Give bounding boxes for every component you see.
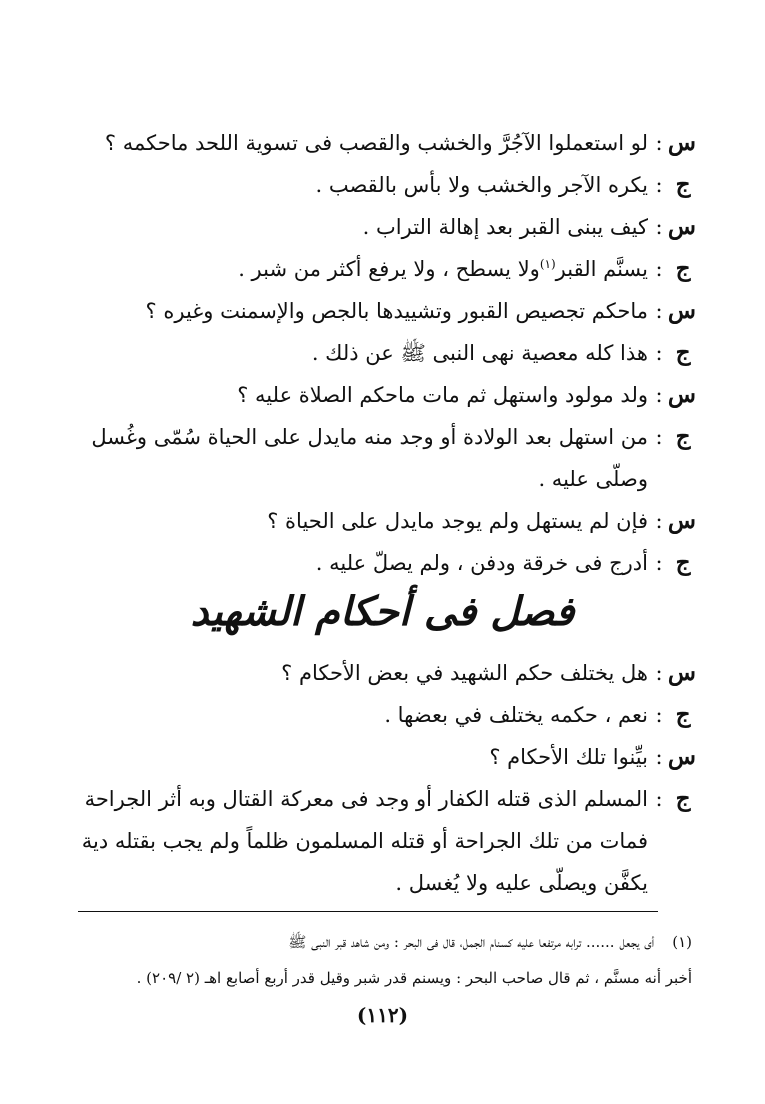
colon: : — [655, 257, 663, 281]
colon: : — [655, 425, 663, 449]
answer-marker: ج — [675, 785, 691, 812]
question-marker: س — [667, 507, 696, 534]
qa-row — [60, 500, 696, 542]
qa-row — [60, 206, 696, 248]
question-text: لو استعملوا الآجُرَّ والخشب والقصب فى تسوية اللحد ماحكمه ؟ — [104, 131, 648, 155]
colon: : — [655, 703, 663, 727]
colon: : — [655, 173, 663, 197]
question-text: هل يختلف حكم الشهيد في بعض الأحكام ؟ — [281, 661, 648, 685]
question-text: بيِّنوا تلك الأحكام ؟ — [489, 745, 648, 769]
answer-text-after-note: ولا يسطح ، ولا يرفع أكثر من شبر . — [238, 257, 540, 281]
qa-section-graves — [60, 122, 696, 584]
qa-row — [60, 332, 696, 374]
question-marker: س — [667, 743, 696, 770]
answer-marker: ج — [675, 171, 691, 198]
answer-marker: ج — [675, 339, 691, 366]
answer-marker: ج — [675, 549, 691, 576]
page-number: (١١٢) — [356, 1003, 409, 1027]
question-marker: س — [667, 129, 696, 156]
footnote-text: أخبر أنه مسنَّم ، ثم قال صاحب البحر : ويسنم قدر شبر وقيل قدر أربع أصابع اهـ (٢ /٢٠٩) . — [136, 969, 692, 987]
footnote-divider — [78, 911, 658, 912]
footnote-number: (١) — [672, 933, 692, 951]
question-marker: س — [667, 297, 696, 324]
qa-row — [60, 416, 696, 500]
answer-text — [60, 248, 648, 290]
question-marker: س — [667, 213, 696, 240]
answer-text: نعم ، حكمه يختلف في بعضها . — [384, 703, 648, 727]
colon: : — [655, 551, 663, 575]
colon: : — [655, 745, 663, 769]
qa-row — [60, 736, 696, 778]
answer-text-before-note: يسنَّم القبر — [555, 257, 648, 281]
question-text: فإن لم يستهل ولم يوجد مايدل على الحياة ؟ — [267, 509, 648, 533]
question-text: كيف يبنى القبر بعد إهالة التراب . — [362, 215, 648, 239]
footnote-line — [60, 924, 692, 960]
qa-row — [60, 122, 696, 164]
footnotes — [60, 924, 692, 996]
colon: : — [655, 509, 663, 533]
answer-text: المسلم الذى قتله الكفار أو وجد فى معركة القتال وبه أثر الجراحة فمات من تلك الجراحة أو قتله المسلمون ظلماً ولم يجب بقتله دية يكفَّن ويصلّى عليه ولا يُغسل . — [81, 787, 648, 895]
qa-row — [60, 164, 696, 206]
qa-row — [60, 290, 696, 332]
question-text: ماحكم تجصيص القبور وتشييدها بالجص والإسمنت وغيره ؟ — [145, 299, 648, 323]
answer-marker: ج — [675, 701, 691, 728]
answer-text: من استهل بعد الولادة أو وجد منه مايدل على الحياة سُمّى وغُسل وصلّى عليه . — [91, 425, 648, 491]
colon: : — [655, 131, 663, 155]
qa-row — [60, 374, 696, 416]
answer-marker: ج — [675, 423, 691, 450]
footnote-text: أى يجعل ...... ترابه مرتفعا عليه كسنام الجمل، قال فى البحر : ومن شاهد قبر النبى ﷺ — [288, 933, 655, 951]
colon: : — [655, 787, 663, 811]
answer-text: يكره الآجر والخشب ولا بأس بالقصب . — [315, 173, 648, 197]
question-marker: س — [667, 381, 696, 408]
footnote-line — [60, 960, 692, 996]
qa-section-martyr — [60, 652, 696, 904]
colon: : — [655, 661, 663, 685]
qa-row — [60, 248, 696, 290]
answer-text: هذا كله معصية نهى النبى ﷺ عن ذلك . — [311, 341, 648, 365]
section-heading: فصل فى أحكام الشهيد — [190, 588, 575, 635]
qa-row — [60, 652, 696, 694]
qa-row — [60, 694, 696, 736]
question-marker: س — [667, 659, 696, 686]
colon: : — [655, 341, 663, 365]
qa-row — [60, 778, 696, 904]
question-text: ولد مولود واستهل ثم مات ماحكم الصلاة عليه ؟ — [237, 383, 648, 407]
colon: : — [655, 383, 663, 407]
footnote-reference: (١) — [539, 257, 556, 271]
answer-marker: ج — [675, 255, 691, 282]
colon: : — [655, 299, 663, 323]
answer-text: أدرج فى خرقة ودفن ، ولم يصلّ عليه . — [315, 551, 648, 575]
qa-row — [60, 542, 696, 584]
colon: : — [655, 215, 663, 239]
